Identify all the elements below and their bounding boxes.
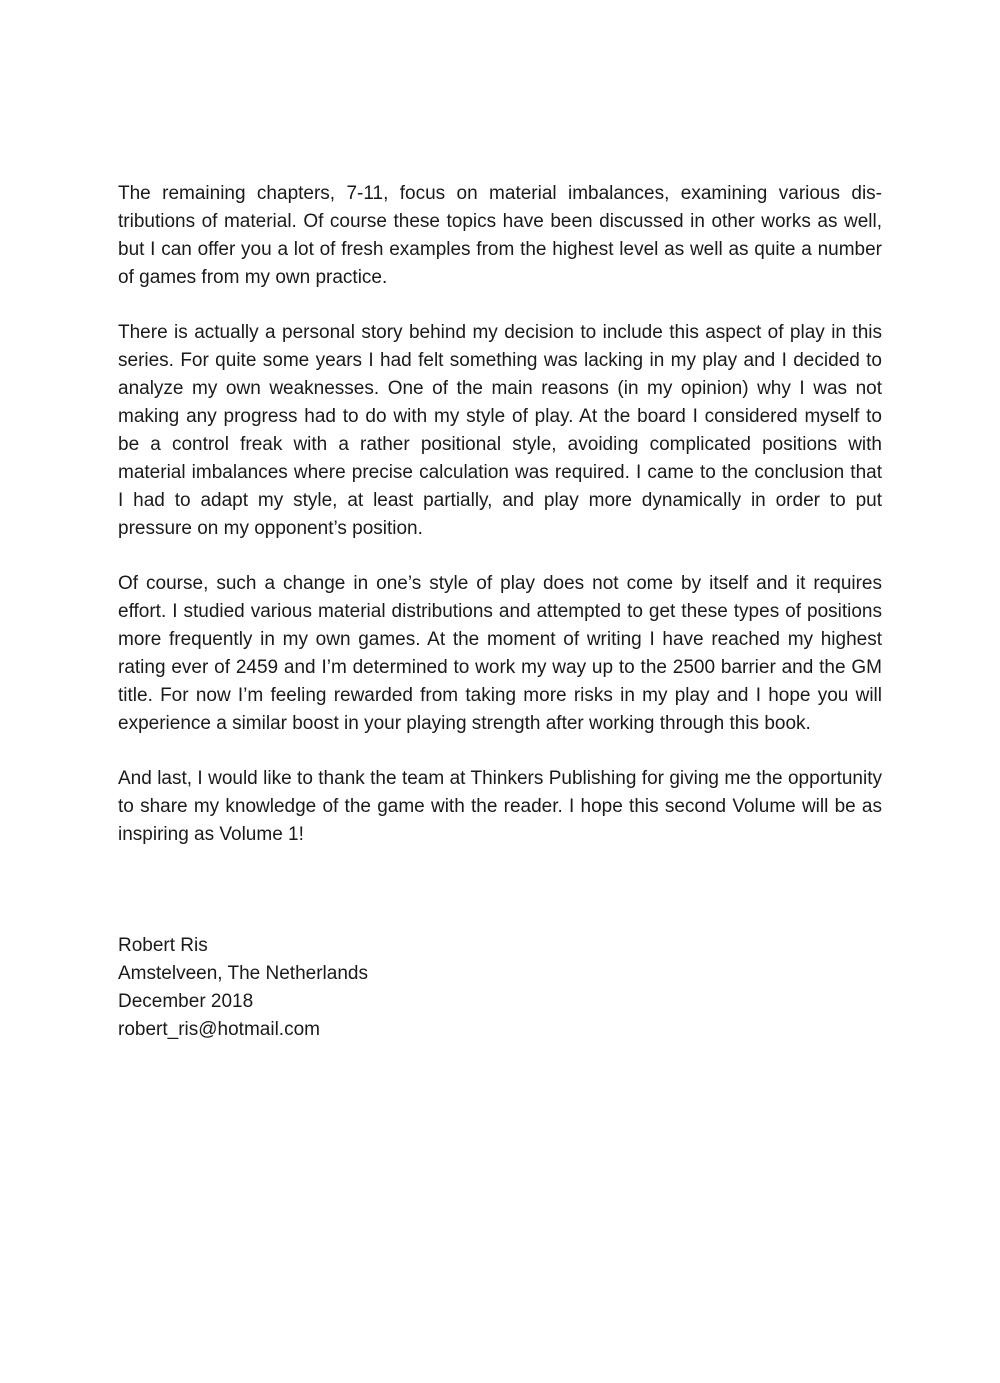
paragraph-personal-story: There is actually a personal story behind my decision to include this aspect of play in this series. For quite some years I had felt something was lacking in my play and I decided to analyze my own weaknesses. One of the main reasons (in my opinion) why I was not making any progress had to do with my style of play. At the board I considered myself to be a control freak with a rather positional style, avoiding complicated positions with material imbalances where precise calculation was required. I came to the conclusion that I had to adapt my style, at least partially, and play more dynamically in order to put pressure on my opponent’s position. bbox=[118, 322, 882, 539]
author-email: robert_ris@hotmail.com bbox=[118, 1019, 320, 1040]
author-location: Amstelveen, The Netherlands bbox=[118, 963, 368, 984]
signature-block bbox=[118, 932, 618, 1044]
paragraph-acknowledgement: And last, I would like to thank the team at Thinkers Publishing for giving me the opportunity to share my knowledge of the game with the reader. I hope this second Volume will be as inspiring as Volume 1! bbox=[118, 768, 882, 845]
author-name: Robert Ris bbox=[118, 935, 208, 956]
paragraph-remaining-chapters: The remaining chapters, 7-11, focus on material imbalances, examining various distributions of material. Of course these topics have been discussed in other works as well, but I can offer you a lot of fresh examples from the highest level as well as quite a number of games from my own practice. bbox=[118, 183, 882, 288]
body-text bbox=[118, 180, 882, 849]
paragraph-style-change: Of course, such a change in one’s style of play does not come by itself and it requires effort. I studied various material distributions and attempted to get these types of positions more frequently in my own games. At the moment of writing I have reached my highest rating ever of 2459 and I’m determined to work my way up to the 2500 barrier and the GM title. For now I’m feeling rewarded from taking more risks in my play and I hope you will experience a similar boost in your playing strength after working through this book. bbox=[118, 573, 882, 734]
signature-date: December 2018 bbox=[118, 991, 254, 1012]
